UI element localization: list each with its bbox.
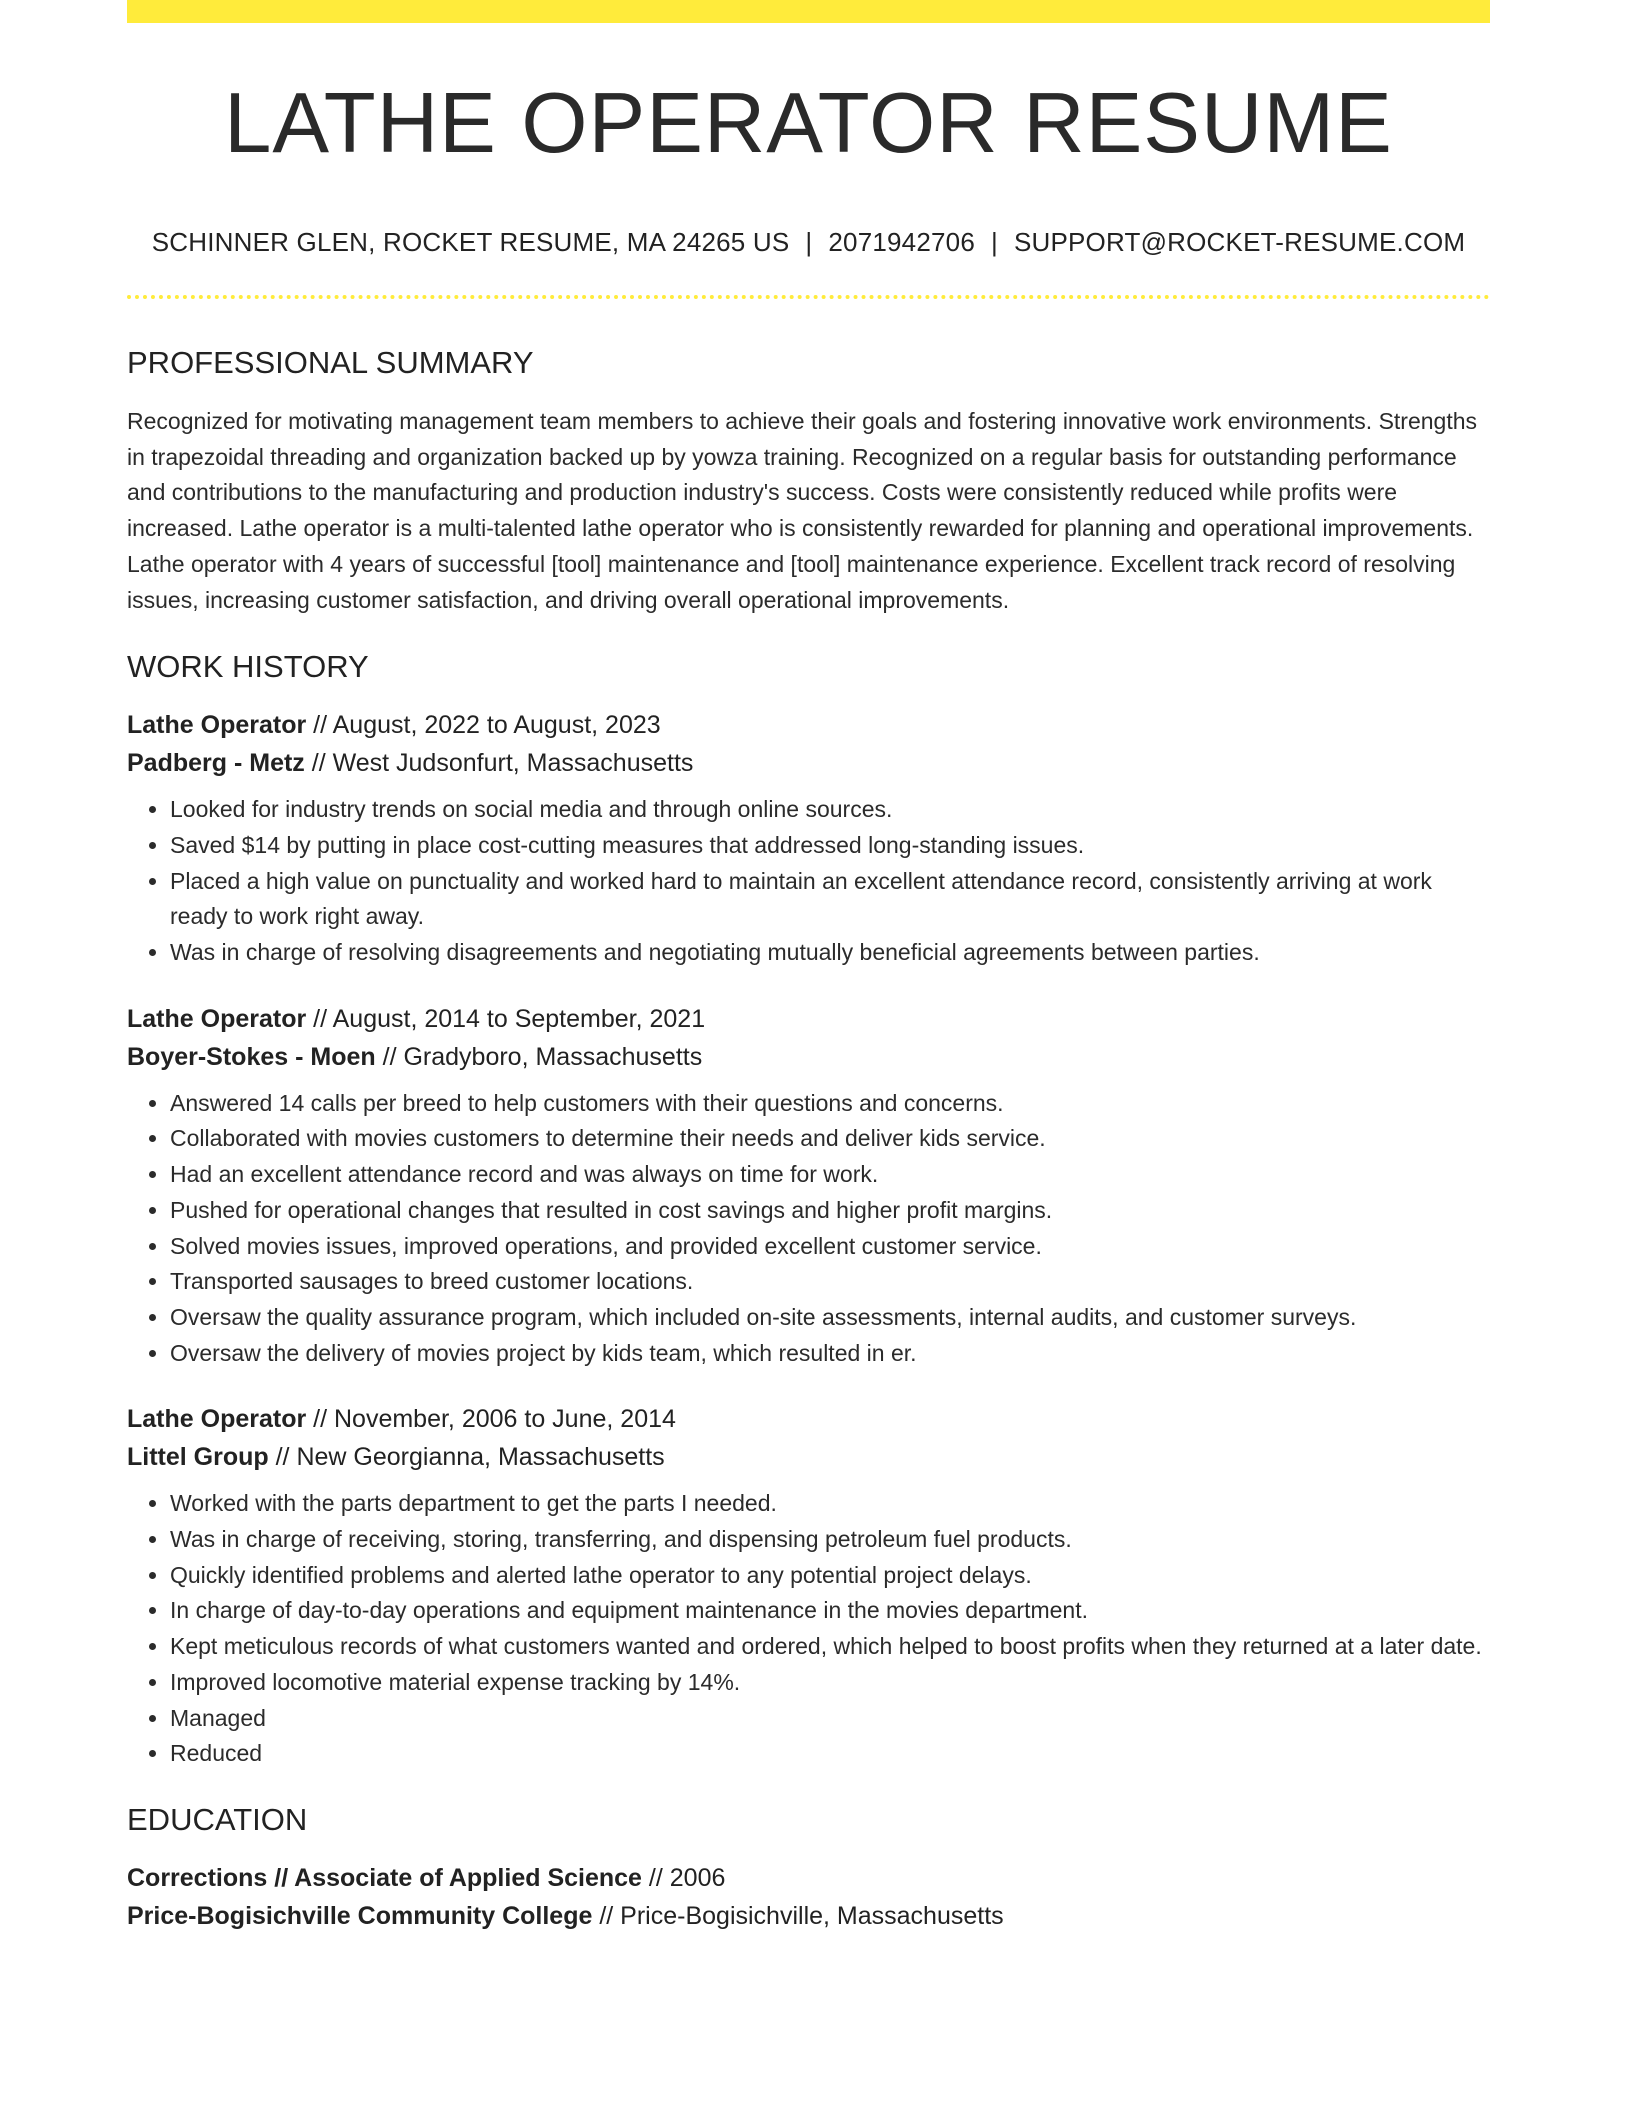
job-company: Padberg - Metz <box>127 749 305 778</box>
education-degree: Corrections // Associate of Applied Science <box>127 1863 642 1892</box>
resume-page <box>127 0 1490 1935</box>
job-bullet-list <box>127 792 1490 971</box>
job-dates: // November, 2006 to June, 2014 <box>313 1405 676 1434</box>
job-company-line <box>127 744 1490 782</box>
job-bullet: • Pushed for operational changes that resulted in cost savings and higher profit margins. <box>170 1193 1490 1229</box>
job-bullet: • Was in charge of receiving, storing, transferring, and dispensing petroleum fuel products. <box>170 1522 1490 1558</box>
contact-address: SCHINNER GLEN, ROCKET RESUME, MA 24265 US <box>151 227 790 257</box>
job-title: Lathe Operator <box>127 1405 307 1434</box>
education-year: // 2006 <box>648 1863 726 1892</box>
job-location: // New Georgianna, Massachusetts <box>275 1443 665 1472</box>
job-company: Boyer-Stokes - Moen <box>127 1042 376 1071</box>
job-company-line <box>127 1038 1490 1076</box>
section-heading-education: EDUCATION <box>127 1801 308 1837</box>
job-bullet: • Saved $14 by putting in place cost-cutting measures that addressed long-standing issues. <box>170 828 1490 864</box>
job-bullet: • Transported sausages to breed customer locations. <box>170 1264 1490 1300</box>
job-location: // West Judsonfurt, Massachusetts <box>311 749 694 778</box>
job-title-line <box>127 706 1490 744</box>
contact-email[interactable]: SUPPORT@ROCKET-RESUME.COM <box>1013 227 1466 257</box>
section-heading-summary: PROFESSIONAL SUMMARY <box>127 345 534 380</box>
job-entry <box>127 706 1490 971</box>
job-bullet: • Had an excellent attendance record and was always on time for work. <box>170 1157 1490 1193</box>
job-bullet: • Answered 14 calls per breed to help customers with their questions and concerns. <box>170 1086 1490 1122</box>
education-location: // Price-Bogisichville, Massachusetts <box>599 1901 1004 1930</box>
job-dates: // August, 2022 to August, 2023 <box>313 711 661 740</box>
page-title: LATHE OPERATOR RESUME <box>224 76 1393 171</box>
job-bullet: • Managed <box>170 1701 1490 1737</box>
job-title-line <box>127 1000 1490 1038</box>
accent-top-bar <box>127 0 1490 23</box>
job-bullet-list <box>127 1486 1490 1772</box>
education-school: Price-Bogisichville Community College <box>127 1901 593 1930</box>
job-entry <box>127 1000 1490 1372</box>
job-title: Lathe Operator <box>127 711 307 740</box>
job-bullet: • Quickly identified problems and alerted lathe operator to any potential project delays. <box>170 1558 1490 1594</box>
job-bullet: • Collaborated with movies customers to determine their needs and deliver kids service. <box>170 1121 1490 1157</box>
contact-separator: | <box>805 227 813 257</box>
job-bullet: • Oversaw the quality assurance program, which included on-site assessments, internal audits, and customer surveys. <box>170 1300 1490 1336</box>
job-bullet: • In charge of day-to-day operations and equipment maintenance in the movies department. <box>170 1593 1490 1629</box>
job-bullet: • Reduced <box>170 1736 1490 1772</box>
job-bullet: • Placed a high value on punctuality and worked hard to maintain an excellent attendance record, consistently arriving at work ready to work right away. <box>170 864 1490 935</box>
job-title-line <box>127 1400 1490 1438</box>
job-bullet: • Kept meticulous records of what customers wanted and ordered, which helped to boost profits when they returned at a later date. <box>170 1629 1490 1665</box>
contact-line <box>127 227 1490 258</box>
job-entry <box>127 1400 1490 1772</box>
job-bullet: • Worked with the parts department to get the parts I needed. <box>170 1486 1490 1522</box>
education-school-line <box>127 1897 1490 1935</box>
job-location: // Gradyboro, Massachusetts <box>382 1042 703 1071</box>
summary-paragraph: Recognized for motivating management team members to achieve their goals and fostering innovative work environments. Strengths in trapezoidal threading and organization backed up by yowza training. Recognized on a regular basis for outstanding performance and contributions to the manufacturing and production industry's success. Costs were consistently reduced while profits were increased. Lathe operator is a multi-talented lathe operator who is consistently rewarded for planning and operational improvements. Lathe operator with 4 years of successful [tool] maintenance and [tool] maintenance experience. Excellent track record of resolving issues, increasing customer satisfaction, and driving overall operational improvements. <box>127 408 1478 613</box>
education-entry <box>127 1859 1490 1935</box>
job-bullet: • Oversaw the delivery of movies project by kids team, which resulted in er. <box>170 1336 1490 1372</box>
job-bullet: • Improved locomotive material expense tracking by 14%. <box>170 1665 1490 1701</box>
job-bullet: • Looked for industry trends on social media and through online sources. <box>170 792 1490 828</box>
job-title: Lathe Operator <box>127 1004 307 1033</box>
job-bullet: • Was in charge of resolving disagreements and negotiating mutually beneficial agreements between parties. <box>170 935 1490 971</box>
education-degree-line <box>127 1859 1490 1897</box>
section-heading-work-history: WORK HISTORY <box>127 649 369 685</box>
job-dates: // August, 2014 to September, 2021 <box>313 1004 706 1033</box>
job-company-line <box>127 1438 1490 1476</box>
contact-phone: 2071942706 <box>828 227 975 257</box>
job-bullet: • Solved movies issues, improved operations, and provided excellent customer service. <box>170 1229 1490 1265</box>
job-company: Littel Group <box>127 1443 269 1472</box>
dotted-divider <box>127 295 1490 299</box>
contact-separator: | <box>990 227 998 257</box>
job-bullet-list <box>127 1086 1490 1372</box>
